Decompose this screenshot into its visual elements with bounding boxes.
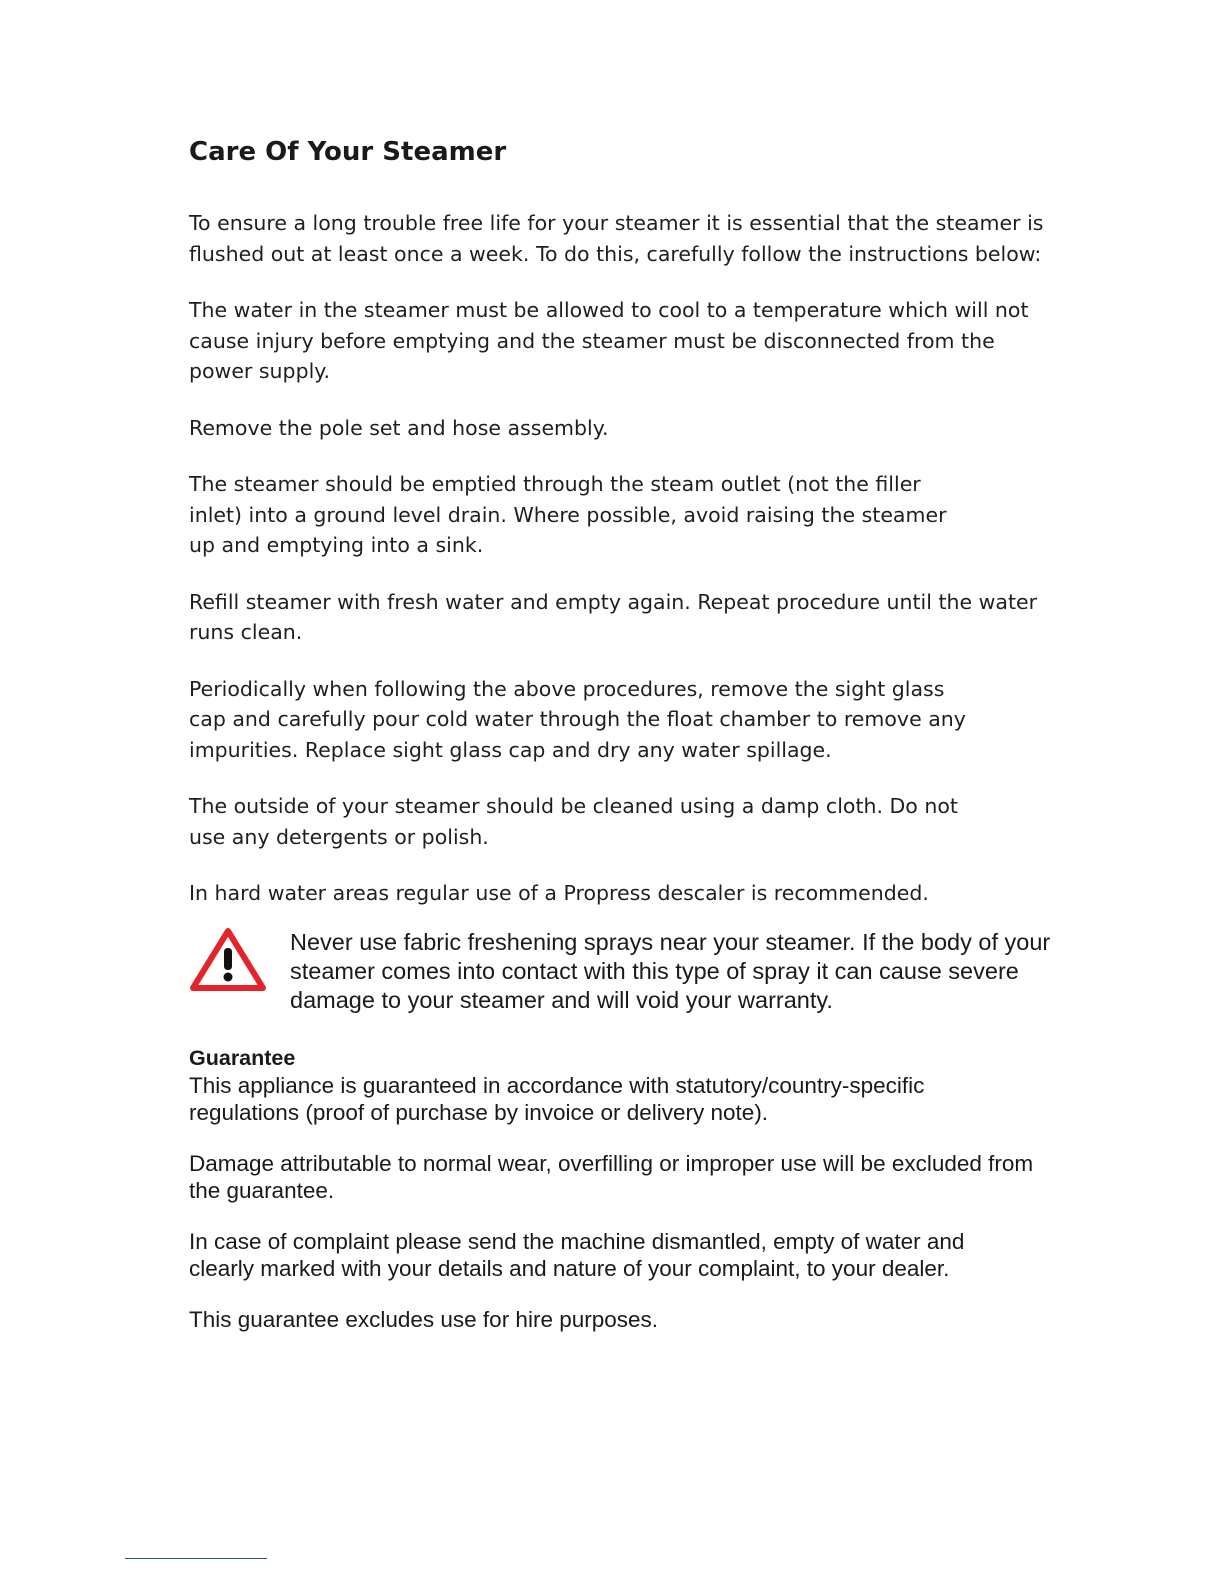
- care-paragraph: Refill steamer with fresh water and empty again. Repeat procedure until the water runs clean.: [189, 589, 1038, 644]
- care-title: Care Of Your Steamer: [189, 137, 507, 167]
- care-paragraph: The water in the steamer must be allowed to cool to a temperature which will not cause injury before emptying and the steamer must be disconnected from the power supply.: [189, 298, 1029, 383]
- care-paragraph: In hard water areas regular use of a Propress descaler is recommended.: [189, 881, 929, 905]
- exclamation-dot: [224, 973, 233, 982]
- warning-triangle-icon: [189, 926, 267, 992]
- care-paragraph: Remove the pole set and hose assembly.: [189, 415, 609, 440]
- care-paragraph: The outside of your steamer should be cleaned using a damp cloth. Do not use any detergents or polish.: [189, 794, 958, 849]
- warning-callout: [189, 926, 1069, 1026]
- guarantee-paragraph: This appliance is guaranteed in accordance with statutory/country-specific regulations (proof of purchase by invoice or delivery note).: [189, 1073, 925, 1125]
- guarantee-paragraph: In case of complaint please send the machine dismantled, empty of water and clearly marked with your details and nature of your complaint, to your dealer.: [189, 1229, 965, 1281]
- guarantee-section: [189, 1044, 1069, 1357]
- guarantee-paragraph: This guarantee excludes use for hire purposes.: [189, 1307, 659, 1332]
- guarantee-title: Guarantee: [189, 1046, 296, 1070]
- guarantee-paragraph: Damage attributable to normal wear, overfilling or improper use will be excluded from the guarantee.: [189, 1151, 1034, 1203]
- care-paragraph: The steamer should be emptied through the steam outlet (not the filler inlet) into a ground level drain. Where possible, avoid raising the steamer up and emptying into a sink.: [189, 472, 947, 557]
- care-section: [189, 132, 1059, 935]
- care-paragraph: Periodically when following the above procedures, remove the sight glass cap and carefully pour cold water through the float chamber to remove any impurities. Replace sight glass cap and dry any water spillage.: [189, 676, 966, 762]
- care-paragraph: To ensure a long trouble free life for your steamer it is essential that the steamer is flushed out at least once a week. To do this, carefully follow the instructions below:: [189, 211, 1044, 266]
- exclamation-bar: [224, 948, 232, 970]
- footer-divider: [125, 1558, 267, 1559]
- warning-text: Never use fabric freshening sprays near your steamer. If the body of your steamer comes into contact with this type of spray it can cause severe damage to your steamer and will void your warranty.: [290, 929, 1051, 1013]
